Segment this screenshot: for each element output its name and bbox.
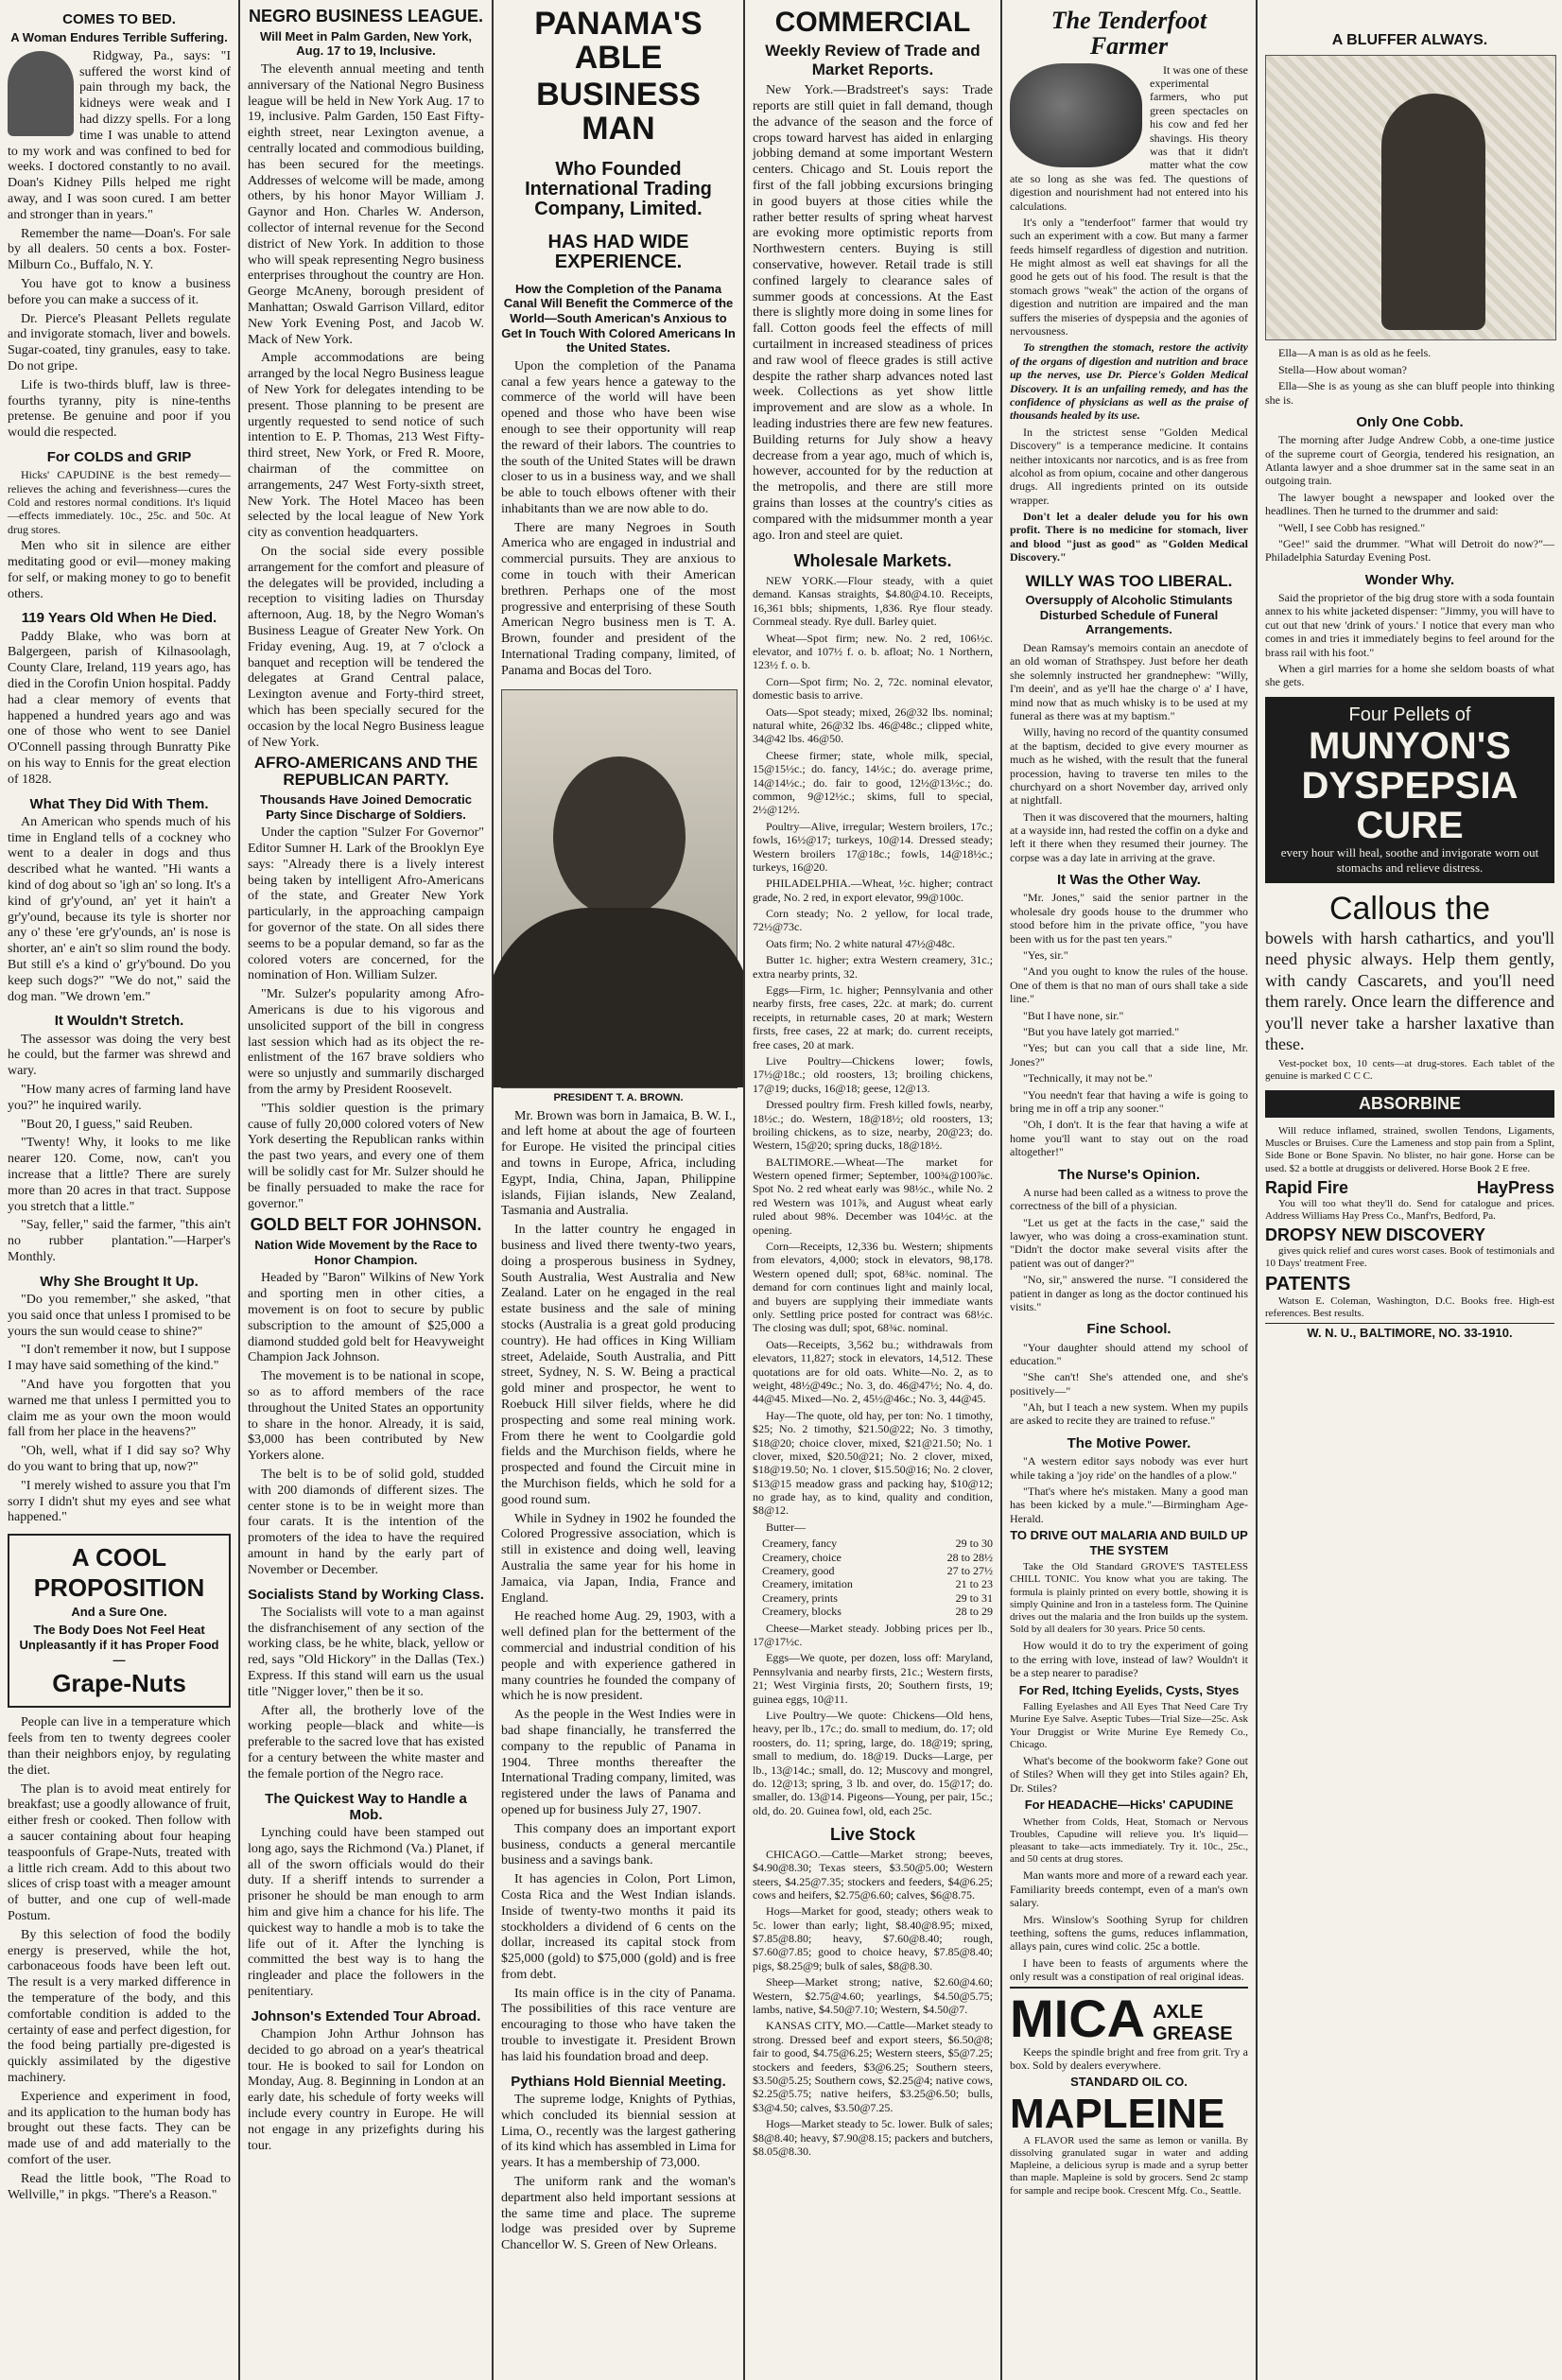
body-text: Under the caption "Sulzer For Governor" Editor Sumner H. Lark of the Brooklyn Eye says: "Already there is a lively interest being taken by intelligent Afro-Americans of the state, and Greater New York particularly, in the approaching campaign for governor of the state. On all sides there seems to be a popular demand, so far as the colored voters are concerned, for the nomination of Hon. William Sulzer. <box>248 825 484 983</box>
body-text: "Mr. Sulzer's popularity among Afro-Americans is due to his vigorous and unsolicited support of the bill in congress last session which had as its object the re-enlistment of the 167 brave soldiers who were so unjustly and summarily discharged from the army by President Roosevelt. <box>248 987 484 1097</box>
subheadline: Thousands Have Joined Democratic Party Since Discharge of Soldiers. <box>260 792 472 822</box>
subheadline: Will Meet in Palm Garden, New York, Aug. 17 to 19, Inclusive. <box>259 28 473 59</box>
ad-text: gives quick relief and cures worst cases. Book of testimonials and 10 Days' treatment Free. <box>1265 1245 1554 1270</box>
body-text: The morning after Judge Andrew Cobb, a one-time justice of the supreme court of Georgia, tendered his resignation, an Atlanta lawyer and a shoe drummer sat in the same seat in an outgoing train. <box>1265 433 1554 488</box>
body-text: Champion John Arthur Johnson has decided to go abroad on a year's theatrical tour. He is booked to sail for London on Monday, Aug. 8. Beginning in London at an early date, his schedule of forty weeks will include every country in Europe. He will not engage in any prizefights during his tour. <box>248 2027 484 2153</box>
body-text: Hogs—Market for good, steady; others weak to 5c. lower than early; light, $8.40@8.95; mixed, $7.85@8.80; heavy, $7.60@8.40; rough, $7.60@7.85; good to choice heavy, $7.85@8.40; pigs, $8.25@9; bulk of sales, $8@8.30. <box>753 1904 993 1972</box>
body-text: Willy, having no record of the quantity consumed at the baptism, decided to give every mourner as much as he wished, with the result that the funeral procession, having to traverse ten miles to the churchyard on a short November day, arrived only at nightfall. <box>1010 725 1249 808</box>
headline: What They Did With Them. <box>29 795 209 812</box>
row-label: Creamery, good <box>762 1564 835 1578</box>
body-text: NEW YORK.—Flour steady, with a quiet demand. Kansas straights, $4.80@4.10. Receipts, 16,361 bbls; shipments, 1,836. Rye flour steady. Cornmeal steady. Rye dull. Barley quiet. <box>753 574 993 629</box>
body-text: Live Poultry—Chickens lower; fowls, 17½@18c.; old roosters, 13; broiling chickens, 17@19; ducks, 16@18; geese, 12@13. <box>753 1053 993 1095</box>
body-text: Don't let a dealer delude you for his own profit. There is no medicine for stomach, liver and blood "just as good" as "Golden Medical Discovery." <box>1010 510 1248 565</box>
body-text: The uniform rank and the woman's department also held important sessions at the same time and place. The supreme lodge was presided over by Supreme Chancellor W. S. Green of New Orleans. <box>501 2174 736 2253</box>
body-text: Corn steady; No. 2 yellow, for local trade, 72½@73c. <box>753 907 993 934</box>
ad-text: bowels with harsh cathartics, and you'll need physic always. Help them gently, with candy Cascarets, and you'll need them rarely. Once learn the difference and you'll never take a harsher laxative than these. <box>1265 928 1554 1054</box>
body-text: "I merely wished to assure you that I'm sorry I didn't shut my eyes and see what happened." <box>8 1478 231 1525</box>
body-text: The Socialists will vote to a man against the disfranchisement of any section of the working class, be he white, black, yellow or red, says "Old Hickory" in the Dallas (Tex.) Express. If this stand will earn us the usual title "Nigger lover," then be it so. <box>248 1605 484 1699</box>
portrait-image <box>501 689 738 1088</box>
headline: NEGRO BUSINESS LEAGUE. <box>248 7 484 26</box>
ad-title: PATENTS <box>1265 1273 1351 1294</box>
footer-line: W. N. U., BALTIMORE, NO. 33-1910. <box>1265 1323 1554 1341</box>
column-6 <box>1258 0 1562 2380</box>
ad-text: Will reduce inflamed, strained, swollen Tendons, Ligaments, Muscles or Bruises. Cure the Lameness and stop pain from a Splint, Side Bone or Bone Spavin. No blister, no hair gone. Horse can be used. $2 a bottle at druggists or delivered. Horse Book 2 E free. <box>1265 1125 1554 1174</box>
headline: Only One Cobb. <box>1356 413 1464 430</box>
headline: Johnson's Extended Tour Abroad. <box>251 2007 481 2024</box>
headline: The Tenderfoot Farmer <box>1050 7 1207 61</box>
portrait-body <box>494 908 743 1087</box>
ad-brand: MAPLEINE <box>1010 2090 1225 2137</box>
ad-subtitle: The Body Does Not Feel Heat Unpleasantly if it has Proper Food— <box>19 1623 219 1667</box>
headline: COMMERCIAL <box>774 7 971 38</box>
body-text: Ella—She is as young as she can bluff people into thinking she is. <box>1265 379 1554 407</box>
ad-company: STANDARD OIL CO. <box>1070 2075 1188 2090</box>
table-row <box>762 1577 993 1590</box>
headline: Wonder Why. <box>1364 571 1455 588</box>
portrait-head <box>553 756 686 917</box>
body-text: Dean Ramsay's memoirs contain an anecdote of an old woman of Strathspey. Just before her death she solemnly instructed her grandnephew: "Willy, I'm deein', and as ye'll hae the charge o' a' I have, mind now that as much whisky is to be used at my funeral as there was at my baptism." <box>1010 640 1248 722</box>
body-text: As the people in the West Indies were in bad shape financially, he transferred the company to the republic of Panama in 1904. Three months thereafter the International Trading company, limited, was registered under the laws of Panama and opened up for business July 27, 1907. <box>501 1708 736 1817</box>
body-text: Hicks' CAPUDINE is the best remedy—relieves the aching and feverishness—cures the Cold and restores normal conditions. It's liquid—effects immediately. 10c., 25c. and 50c. At drug stores. <box>8 468 231 536</box>
body-text: Stella—How about woman? <box>1278 362 1407 376</box>
body-text: Cheese—Market steady. Jobbing prices per lb., 17@17½c. <box>753 1621 993 1648</box>
body-text: A nurse had been called as a witness to prove the correctness of the bill of a physician. <box>1010 1185 1248 1213</box>
ad-text: Take the Old Standard GROVE'S TASTELESS CHILL TONIC. You know what you are taking. The formula is plainly printed on every bottle, showing it is simply Quinine and Iron in a tasteless form. The Quinine drives out the malaria and the Iron builds up the system. Sold by all dealers for 30 years. Price 50 cents. <box>1010 1561 1248 1636</box>
body-text: Mrs. Winslow's Soothing Syrup for children teething, softens the gums, reduces inflammation, allays pain, cures wind colic. 25c a bottle. <box>1010 1912 1248 1954</box>
table-row <box>762 1591 993 1605</box>
body-text: The supreme lodge, Knights of Pythias, which concluded its biennial session at Lima, O., recently was the largest gathering of its kind which has assembled in Lima for years. It has a membership of 73,000. <box>501 2092 736 2171</box>
butter-price-table <box>762 1537 993 1618</box>
subheadline: Weekly Review of Trade and Market Reports. <box>765 41 981 78</box>
ad-brand: Grape-Nuts <box>52 1669 186 1698</box>
body-text: "This soldier question is the primary cause of fully 20,000 colored voters of New York deserting the Republican ranks within the past two years, and every one of them will be solidly cast for Mr. Sulzer should he be finally persuaded to make the race for governor." <box>248 1101 484 1211</box>
ad-line: Four Pellets of <box>1348 704 1471 725</box>
body-text: "Oh, well, what if I did say so? Why do you want to bring that up, now?" <box>8 1444 231 1475</box>
headline: For COLDS and GRIP <box>46 448 192 465</box>
body-text: "You needn't fear that having a wife is going to bring me in off a trip any sooner." <box>1010 1087 1248 1115</box>
body-text: In the latter country he engaged in business and lived there twenty-two years, doing a prosperous business in Sydney, South Australia, West Australia and New Zealand. Later on he engaged in the real estate business and the sale of mining stocks (Australia is a great gold producing country). He had offices in King William street, Adelaide, South Australia, and Pitt street, Sydney, N. S. W. Being a practical gold miner and prospector, he went to Roebuck Hill silver fields, where he did prospecting and some real mining work. From there he went to Coolgardie gold fields and the Murchison fields, where he prospected and found the Circuit mine in the Murchison fields, which he sold for a good round sum. <box>501 1223 736 1507</box>
headline: HAS HAD WIDE EXPERIENCE. <box>547 231 689 272</box>
body-text: "Yes, sir." <box>1023 948 1068 963</box>
headline: Wholesale Markets. <box>793 551 952 571</box>
headline: The Nurse's Opinion. <box>1057 1166 1201 1183</box>
body-text: "That's where he's mistaken. Many a good man has been kicked by a mule."—Birmingham Age-Herald. <box>1010 1484 1248 1525</box>
ad-text: You will too what they'll do. Send for catalogue and prices. Address Williams Hay Press Co., Manf'rs, Bedford, Pa. <box>1265 1197 1554 1223</box>
body-text: I have been to feasts of arguments where the only result was a constipation of real original ideas. <box>1010 1955 1248 1984</box>
body-text: It's only a "tenderfoot" farmer that would try such an experiment with a cow. But many a farmer feeds himself regardless of digestion and nutrition. He might almost as well eat shavings for all the good he gets out of his food. The result is that the stomach grows "weak" the action of the organs of digestion and nutrition are impaired and the man suffers the miseries of dyspepsia and the agonies of nervousness. <box>1010 215 1248 339</box>
column-4 <box>745 0 1000 2380</box>
body-text: PHILADELPHIA.—Wheat, ½c. higher; contract grade, No. 2 red, in export elevator, 99@100c. <box>753 877 993 904</box>
body-text: CHICAGO.—Cattle—Market strong; beeves, $4.90@8.30; Texas steers, $3.50@5.00; Western steers, $4.25@7.35; stockers and feeders, $4@6.25; cows and heifers, $2.75@6.60; calves, $6@8.75. <box>753 1847 993 1902</box>
subheadline: Oversupply of Alcoholic Stimulants Disturbed Schedule of Funeral Arrangements. <box>1025 593 1233 637</box>
cascarets-ad <box>1265 891 1554 1083</box>
table-row <box>762 1551 993 1564</box>
headline: WILLY WAS TOO LIBERAL. <box>1025 571 1233 590</box>
absorbine-ad <box>1265 1090 1554 1118</box>
body-text: Oats—Spot steady; mixed, 26@32 lbs. nominal; natural white, 26@32 lbs. 46@48c.; clipped white, 34@42 lbs. 46@50. <box>753 704 993 746</box>
body-text: "Oh, I don't. It is the fear that having a wife at home you'll want to stay out on the road altogether!" <box>1010 1118 1248 1159</box>
table-row <box>762 1537 993 1550</box>
ad-title: Rapid Fire <box>1265 1177 1349 1197</box>
body-text: Remember the name—Doan's. For sale by all dealers. 50 cents a box. Foster-Milburn Co., Buffalo, N. Y. <box>8 226 231 273</box>
haypress-ad <box>1265 1178 1554 1198</box>
body-text: Experience and experiment in food, and its application to the human body has brought out these facts. They can be made use of and add materially to the comfort of the user. <box>8 2089 231 2167</box>
body-text: Butter 1c. higher; extra Western creamery, 31c.; extra nearby prints, 32. <box>753 953 993 981</box>
body-text: "Bout 20, I guess," said Reuben. <box>21 1117 193 1132</box>
ad-brand: CURE <box>1356 804 1464 846</box>
body-text: On the social side every possible arrangement for the comfort and pleasure of the delegates will be provided, including a reception to visiting ladies on Thursday afternoon, Aug. 18, by the Negro Woman's Business League of Greater New York. On Friday evening, Aug. 19, at 7 o'clock a banquet and reception will be tendered the delegates at Grand Central palace, Lexington avenue and Forty-third street, which has been specially secured for the occasion by the local Negro Business league of New York. <box>248 544 484 750</box>
headline: It Wouldn't Stretch. <box>54 1013 184 1030</box>
body-text: "But you have lately got married." <box>1023 1025 1180 1038</box>
body-text: "Mr. Jones," said the senior partner in the wholesale dry goods house to the drummer who stood before him in the private office, "you have been with us for the past ten years." <box>1010 891 1248 946</box>
body-text: "Well, I see Cobb has resigned." <box>1278 520 1426 534</box>
body-text: Dressed poultry firm. Fresh killed fowls, nearby, 18½c.; do. Western, 18@18½; old roosters, 13; broiling chickens, as to size, nearby, 20@23; do. Western, 15@20; spring ducks, 18@18½. <box>753 1098 993 1153</box>
ad-brand: MICA <box>1010 1988 1146 2048</box>
body-text: To strengthen the stomach, restore the activity of the organs of digestion and nutrition and brace up the nerves, use Dr. Pierce's Golden Medical Discovery. It is an unfailing remedy, and has the confidence of physicians as well as the praise of thousands healed by its use. <box>1010 340 1248 423</box>
body-text: It has agencies in Colon, Port Limon, Costa Rica and the West Indian islands. Inside of twenty-two months it paid its stockholders a dividend of 6 cents on the dollar, increased its capital stock from $25,000 (gold) to $75,000 (gold) and is free from debt. <box>501 1872 736 1982</box>
body-text: "But I have none, sir." <box>1023 1008 1124 1022</box>
headline: BUSINESS MAN <box>536 77 701 148</box>
body-text: "Your daughter should attend my school of education." <box>1010 1340 1248 1367</box>
body-text: He reached home Aug. 29, 1903, with a well defined plan for the betterment of the commercial and industrial condition of his people and with experience gathered in many countries he founded the company of which he is now president. <box>501 1609 736 1704</box>
body-text: Oats—Receipts, 3,562 bu.; withdrawals from elevators, 11,827; stock in elevators, 14,512. These quotations are for old oats. White—No. 2, as to weight, 48½@49c.; No. 3, do. 46@47½; No. 4, do. 44@45. Mixed—No. 2, 45½@46c.; No. 3, 44@45. <box>753 1337 993 1406</box>
subheadline: Nation Wide Movement by the Race to Honor Champion. <box>254 1238 477 1267</box>
body-text: "And you ought to know the rules of the house. One of them is that no man of ours shall take a side line." <box>1010 964 1248 1006</box>
body-text: People can live in a temperature which feels from ten to twenty degrees cooler than their neighbors enjoy, by regulating the diet. <box>8 1715 231 1778</box>
body-text: "Ah, but I teach a new system. When my pupils are asked to recite they are trained to refuse." <box>1010 1400 1248 1428</box>
body-text: Live Poultry—We quote: Chickens—Old hens, heavy, per lb., 17c.; do. small to medium, do. 17; old roosters, do. 11; spring, large, do. 18@19; spring, small to medium, do. 18@19. Ducks—Large, per lb., 13@14c.; small, do. 12; Muscovy and mongrel, do. 12@13; spring, 3 lb. and over, do. 15@17; do. smaller, do. 13@14. Pigeons—Young, per pair, 15c.; old, do. 20. Guinea fowl, old, each 25c. <box>753 1708 993 1817</box>
body-text: You have got to know a business before you can make a success of it. <box>8 277 231 307</box>
body-text: The eleventh annual meeting and tenth anniversary of the National Negro Business league will be held in New York Aug. 17 to 19, inclusive. Palm Garden, 150 East Fifty-eighth street, near Lexington avenue, a centrally located and commodious building, has been secured for the meetings. Addresses of welcome will be made, among others, by his honor Mayor William J. Gaynor and Hon. Charles W. Anderson, collector of internal revenue for the Second district of New York. In addition to those who will speak representing Negro business enterprises throughout the country are Hon. George McAneny, borough president of Manhattan; Oswald Garrison Villard, editor New York Evening Post, and Jacob W. Mack of New York. <box>248 62 484 347</box>
body-text: Eggs—We quote, per dozen, loss off: Maryland, Pennsylvania and nearby firsts, 21c.; Western firsts, 21; West Virginia firsts, 20; Southern firsts, 19; guinea eggs, 10@11. <box>753 1651 993 1706</box>
body-text: Cheese firmer; state, whole milk, special, 15@15½c.; do. fancy, 14½c.; do. average prime, 14@14½c.; do. fair to good, 12½@13½c.; do. common, 9@12½c.; skims, full to special, 2½@12½. <box>753 748 993 817</box>
body-text: The movement is to be national in scope, so as to afford members of the race throughout the United States an opportunity to share in the honor. Already, it is said, $3,000 has been contributed by New Yorkers alone. <box>248 1369 484 1464</box>
body-text: After all, the brotherly love of the working people—black and white—is preferable to the sacred love that has existed for a century between the white master and the female portion of the Negro race. <box>248 1703 484 1781</box>
body-text: There are many Negroes in South America who are engaged in industrial and commercial pursuits. They are anxious to come in touch with their American brethren. Perhaps one of the most progressive and enterprising of these South American Negro business men is T. A. Brown, founder and president of the International Trading company, limited, of Panama and Bocas del Toro. <box>501 520 736 678</box>
table-row <box>762 1605 993 1618</box>
body-text: New York.—Bradstreet's says: Trade reports are still quiet in fall demand, though the advance of the season and the force of crops toward harvest has aided in enlarging jobbing demand at some important Western centers. Chicago and St. Louis report the first of the fall jobbing excursions bringing in good buyers at those cities while the rather better results of spring wheat harvest are evoking more optimistic reports from Northwestern centers. Buying is still conservative, however. Retail trade is still confined largely to clearance sales of summer goods at concessions. At the East there is slightly more doing in some lines for fall. Cotton goods feel the effects of mill curtailment in increased steadiness of prices and raw wool of fleece grades is still active despite the rather sharp advances noted last week. Collections as yet show little improvement and are slow as a whole. In leading industries there are few new features. Building returns for July show a heavy decrease from a year ago, much of which is, however, accounted for by the reduction at the metropolis, and there are still more grains than losses at the country's cities as compared with the midsummer month a year ago. Iron and steel are quiet. <box>753 83 993 543</box>
body-text: Man wants more and more of a reward each year. Familiarity breeds contempt, even of a man's own salary. <box>1010 1868 1248 1910</box>
ad-text: Vest-pocket box, 10 cents—at drug-stores. Each tablet of the genuine is marked C C C. <box>1265 1057 1554 1082</box>
lady-figure <box>1381 94 1485 330</box>
row-value: 28 to 29 <box>955 1605 993 1619</box>
body-text: Ella—A man is as old as he feels. <box>1278 346 1432 360</box>
portrait-icon <box>8 51 74 136</box>
body-text: "A western editor says nobody was ever hurt while taking a 'joy ride' on the handles of a plow." <box>1010 1454 1248 1482</box>
ad-brand: ABSORBINE <box>1358 1094 1461 1114</box>
body-text: "Twenty! Why, it looks to me like nearer 120. Come, now, can't you increase that a little? There are surely more than 20 acres in that tract. Suppose you stretch that a little." <box>8 1136 231 1214</box>
ad-text: every hour will heal, soothe and invigorate worn out stomachs and relieve distress. <box>1280 844 1539 875</box>
column-1 <box>0 0 238 2380</box>
headline: The Motive Power. <box>1067 1434 1191 1451</box>
body-text: Paddy Blake, who was born at Balgergeen, parish of Kilnasoolagh, County Clare, Ireland, 119 years ago, has died in the Corofin Union hospital. Paddy had a clear memory of events that happened a hundred years ago and was one of those who went to see Daniel O'Connell passing through Bunratty Pike on his way to Ennis for the great election of 1828. <box>8 629 231 787</box>
body-text: Eggs—Firm, 1c. higher; Pennsylvania and other nearby firsts, free cases, 22c. at mark; do. current receipts, in returnable cases, 20 at mark; Western firsts, free cases, 22 at mark; do. current receipts, free cases, 20 at mark. <box>753 983 993 1051</box>
body-text: Oats firm; No. 2 white natural 47½@48c. <box>766 936 956 950</box>
body-text: Butter— <box>766 1520 806 1534</box>
ad-text: Watson E. Coleman, Washington, D.C. Books free. High-est references. Best results. <box>1265 1294 1554 1319</box>
body-text: "Yes; but can you call that a side line, Mr. Jones?" <box>1010 1041 1248 1068</box>
row-value: 29 to 30 <box>955 1537 993 1551</box>
body-text: The lawyer bought a newspaper and looked over the headlines. Then he turned to the drummer and said: <box>1265 490 1554 518</box>
headline: Pythians Hold Biennial Meeting. <box>511 2073 726 2090</box>
headline: Fine School. <box>1086 1321 1172 1338</box>
body-text: When a girl marries for a home she seldom boasts of what she gets. <box>1265 661 1554 689</box>
body-text: In the strictest sense "Golden Medical Discovery" is a temperance medicine. It contains neither intoxicants nor narcotics, and is as free from alcohol as from opium, cocaine and other dangerous drugs. All ingredients printed on its outside wrapper. <box>1010 425 1248 507</box>
body-text: "Do you remember," she asked, "that you said once that unless I promised to be yours the sun would cease to shine?" <box>8 1293 231 1339</box>
row-label: Creamery, fancy <box>762 1537 838 1551</box>
row-value: 28 to 28½ <box>946 1550 993 1564</box>
body-text: Sheep—Market strong; native, $2.60@4.60; Western, $2.75@4.60; yearlings, $4.50@5.75; lambs, native, $4.50@7.10; Western, $4.50@7. <box>753 1975 993 2017</box>
body-text: By this selection of food the bodily energy is preserved, while the hot, carbonaceous foods have been left out. The result is a very marked difference in the temperature of the body, and this comfortable condition is added to the certainty of ease and perfect digestion, for the food being partially pre-digested is quickly assimilated by the digestive machinery. <box>8 1927 231 2085</box>
ad-title: PROPOSITION <box>33 1572 205 1602</box>
body-text: Lynching could have been stamped out long ago, says the Richmond (Va.) Planet, if all of the sworn officials would do their duty. If a sheriff intends to surrender a prisoner he should be man enough to arm him and give him a chance for his life. The quickest way to handle a mob is to take the life out of it. After the lynching is committed the best way is to hang the ringleader and place the followers in the penitentiary. <box>248 1826 484 2000</box>
column-2 <box>240 0 492 2380</box>
headline: AFRO-AMERICANS AND THE REPUBLICAN PARTY. <box>253 754 478 790</box>
body-text: "Technically, it may not be." <box>1023 1071 1153 1086</box>
body-text: Hay—The quote, old hay, per ton: No. 1 timothy, $25; No. 2 timothy, $21.50@22; No. 3 timothy, $18@20; choice clover, mixed, $21@21.50; No. 1 clover, mixed, $20.50@21; No. 2 clover, mixed, $18@19.50; No. 1 clover, $15.50@16; No. 2 clover, $13@15 meadow grass and packing hay, $10@12; no grade hay, as to kind, quality and condition, $8@12. <box>753 1408 993 1518</box>
headline: The Quickest Way to Handle a Mob. <box>265 1790 467 1823</box>
row-value: 27 to 27½ <box>946 1564 993 1578</box>
headline: Socialists Stand by Working Class. <box>248 1586 484 1603</box>
row-value: 29 to 31 <box>955 1590 993 1605</box>
headline: It Was the Other Way. <box>1057 872 1201 889</box>
body-text: "She can't! She's attended one, and she's positively—" <box>1010 1370 1248 1398</box>
ad-subtitle: And a Sure One. <box>71 1604 167 1619</box>
body-text: BALTIMORE.—Wheat—The market for Western opened firmer; September, 100¾@100⅞c. Spot No. 2 red wheat early was 98½c., while No. 2 red Western was 101⅞, and August wheat early ruled about 98%. December was 104½c. at the opening. <box>753 1155 993 1237</box>
ad-text: Whether from Colds, Heat, Stomach or Nervous Troubles, Capudine will relieve you. It's liquid—pleasant to take—acts immediately. Try it. 10c., 25c., and 50 cents at drug stores. <box>1010 1815 1248 1866</box>
body-text: "And have you forgotten that you warned me that unless I permitted you to claim me as your own the moon would fall from her place in the heavens?" <box>8 1378 231 1440</box>
body-text: The belt is to be of solid gold, studded with 200 diamonds of different sizes. The center stone is to be in weight more than four carats. It is the intention of the promoters of the idea to have the required amount in hand by the early part of November or December. <box>248 1467 484 1577</box>
body-text: Said the proprietor of the big drug store with a soda fountain annex to his white jacketed dispenser: "Jimmy, you will have to cut out that new 'drink of yours.' I notice that every man who comes in and tries it immediately begins to feel around for the brass rail with his foot." <box>1265 590 1554 659</box>
ad-brand: DYSPEPSIA <box>1301 764 1519 807</box>
body-text: Corn—Receipts, 12,336 bu. Western; shipments from elevators, 4,000; stock in elevators, 98,178. Western opened dull; spot, 68¾c. nominal. The demand for corn continues light and mainly local, and buyers are supplying their immediate wants only. Settling price posted for contract was 68½c. The closing was dull; spot, 68¾c. nominal. <box>753 1240 993 1335</box>
body-text: "No, sir," answered the nurse. "I considered the patient in danger as long as the doctor continued his visits." <box>1010 1273 1248 1313</box>
cow-illustration <box>1010 63 1142 167</box>
body-text: How would it do to try the experiment of going to the erring with love, instead of law? Wouldn't it be a step nearer to paradise? <box>1010 1639 1248 1680</box>
ad-text: Keeps the spindle bright and free from grit. Try a box. Sold by dealers everywhere. <box>1010 2044 1248 2072</box>
ad-brand: MUNYON'S <box>1309 724 1511 767</box>
headline: GOLD BELT FOR JOHNSON. <box>250 1215 482 1235</box>
headline: A BLUFFER ALWAYS. <box>1331 32 1488 48</box>
body-text: Life is two-thirds bluff, law is three-fourths tyranny, pity is nine-tenths pretense. Be genuine and poor if you would die respected. <box>8 377 231 441</box>
headline: 119 Years Old When He Died. <box>21 610 217 627</box>
body-text: Read the little book, "The Road to Wellville," in pkgs. "There's a Reason." <box>8 2171 231 2202</box>
body-text: Men who sit in silence are either meditating good or evil—money making for self, or making money to go to benefit others. <box>8 539 231 601</box>
row-label: Creamery, blocks <box>762 1605 842 1619</box>
grape-nuts-ad <box>8 1534 231 1708</box>
body-text: Hogs—Market steady to 5c. lower. Bulk of sales; $8@8.40; heavy, $7.90@8.15; packers and butchers, $8.05@8.30. <box>753 2117 993 2158</box>
body-text: An American who spends much of his time in England tells of a cockney who went to a dealer in dogs and thus described what he wanted. "Hi wants a kind of dog about so 'igh an' so long. It's a kind of gr'y'ound, an' yet it hain't a gr'y'ound, because its tyle is shorter nor any o' these 'ere gr'y'ounds, an' is nose is shorter, an' e ain't so slim round the body. But still e's a kind o' gr'y'bound. Do you keep such dogs?" "We do not," said the dog man. "We drown 'em." <box>8 814 231 1004</box>
body-text: While in Sydney in 1902 he founded the Colored Progressive association, which is still in existence and doing well, leaving Australia the same year for his home in Jamaica, via Japan, India, France and England. <box>501 1511 736 1606</box>
ad-title: AXLE GREASE <box>1153 2001 1233 2044</box>
body-text: Then it was discovered that the mourners, halting at a wayside inn, had rested the coffin on a dyke and left it there when they resumed their journey. The corpse was a day late in arriving at the grave. <box>1010 809 1248 864</box>
body-text: "Say, feller," said the farmer, "this ain't no rubber plantation."—Harper's Monthly. <box>8 1218 231 1264</box>
headline: PANAMA'S ABLE <box>534 6 703 76</box>
headline: COMES TO BED. <box>62 11 176 27</box>
headline: Live Stock <box>829 1825 916 1845</box>
ad-headline: For Red, Itching Eyelids, Cysts, Styes <box>1018 1682 1240 1697</box>
body-text: Dr. Pierce's Pleasant Pellets regulate and invigorate stomach, liver and bowels. Sugar-coated, tiny granules, easy to take. Do not gripe. <box>8 311 231 374</box>
ad-title: DROPSY NEW DISCOVERY <box>1265 1225 1486 1245</box>
lady-illustration <box>1265 55 1556 340</box>
body-text: This company does an important export business, conducts a general mercantile business and a savings bank. <box>501 1821 736 1868</box>
ad-title: HayPress <box>1476 1177 1554 1197</box>
row-value: 21 to 23 <box>955 1577 993 1591</box>
table-row <box>762 1564 993 1577</box>
row-label: Creamery, prints <box>762 1590 838 1605</box>
mica-ad <box>1010 1987 1248 2198</box>
munyon-ad <box>1265 697 1554 883</box>
body-text: Its main office is in the city of Panama. The possibilities of this race venture are encouraging to those who have taken the trouble to investigate it. President Brown has laid his foundation broad and deep. <box>501 1986 736 2064</box>
ad-title: Callous the <box>1328 890 1491 927</box>
body-text: Ample accommodations are being arranged by the local Negro Business league of New York for delegates intending to be present. Those planning to be present are urgently requested to send notice of such intention to E. P. Thomas, 213 West Fifty-third street, New York, or Fred R. Moore, chairman of the committee on arrangements, 247 West Forty-sixth street, New York. The Hotel Maceo has been selected by the local league of New York city as convention headquarters. <box>248 351 484 541</box>
ad-title: A COOL <box>71 1543 167 1572</box>
ad-text: A FLAVOR used the same as lemon or vanilla. By dissolving granulated sugar in water and adding Mapleine, a delicious syrup is made and a syrup better than maple. Mapleine is sold by grocers. Send 2c stamp for sample and recipe book. Crescent Mfg. Co., Seattle. <box>1010 2134 1248 2197</box>
column-5 <box>1002 0 1256 2380</box>
body-text: The assessor was doing the very best he could, but the farmer was shrewd and wary. <box>8 1032 231 1079</box>
body-text: "I don't remember it now, but I suppose I may have said something of the kind." <box>8 1343 231 1374</box>
ad-headline: TO DRIVE OUT MALARIA AND BUILD UP THE SYSTEM <box>1010 1528 1248 1557</box>
body-text: Headed by "Baron" Wilkins of New York and sporting men in other cities, a movement is on foot to secure by public subscription to the amount of $25,000 a diamond studded gold belt for Heavyweight Champion Jack Johnson. <box>248 1271 484 1365</box>
row-label: Creamery, choice <box>762 1550 842 1564</box>
column-3 <box>494 0 743 2380</box>
row-label: Creamery, imitation <box>762 1577 853 1591</box>
body-text: Poultry—Alive, irregular; Western broilers, 17c.; fowls, 16½@17; turkeys, 10@14. Dressed steady; Western broilers 17@18c.; fowls, 14@18½c.; turkeys, 16@20. <box>753 819 993 874</box>
headline: Why She Brought It Up. <box>40 1273 199 1290</box>
body-text: It was one of these experimental farmers, who put green spectacles on his cow and fed her shavings. His theory was that it didn't matter what the cow ate so long as she was fed. The questions of digestion and nourishment had not entered into his calculations. <box>1010 62 1248 213</box>
body-text: Wheat—Spot firm; new. No. 2 red, 106½c. elevator, and 107½ f. o. b. afloat; No. 1 Northern, 123½ f. o. b. <box>753 631 993 672</box>
subheadline: A Woman Endures Terrible Suffering. <box>10 30 228 45</box>
body-text: What's become of the bookworm fake? Gone out of Stiles? When will they get into Stiles again? Eh, Dr. Stiles? <box>1010 1753 1248 1795</box>
ad-text: Falling Eyelashes and All Eyes That Need Care Try Murine Eye Salve. Aseptic Tubes—Trial Size—25c. Ask Your Druggist or Write Murine Eye Remedy Co., Chicago. <box>1010 1701 1248 1750</box>
image-caption: PRESIDENT T. A. BROWN. <box>553 1091 684 1103</box>
ad-headline: For HEADACHE—Hicks' CAPUDINE <box>1024 1798 1234 1813</box>
body-text: "How many acres of farming land have you?" he inquired warily. <box>8 1083 231 1113</box>
body-text: The plan is to avoid meat entirely for breakfast; use a goodly allowance of fruit, either fresh or cooked. Then follow with a saucer containing about four heaping teaspoonfuls of Grape-Nuts, treated with a little rich cream. Add to this about two slices of crisp toast with a meager amount of butter, and one cup of well-made Postum. <box>8 1781 231 1924</box>
body-text: "Gee!" said the drummer. "What will Detroit do now?"—Philadelphia Saturday Evening Post. <box>1265 536 1554 565</box>
body-text: KANSAS CITY, MO.—Cattle—Market steady to strong. Dressed beef and export steers, $6.50@8; fair to good, $4.75@6.25; Western steers, $5@7.25; stockers and feeders, $3@6.25; Southern steers, $3.50@5.25; Southern cows, $2.25@4; native cows, $2.25@5.75; native heifers, $3.25@6.50; bulls, $3@4.50; calves, $3.50@7.25. <box>753 2019 993 2114</box>
body-text: Upon the completion of the Panama canal a few years hence a gateway to the commerce of the world will have been opened and those who have been wise enough to see their opportunity will reap the reward of their labors. The countries to the south of the United States will be drawn closer to us in a business way, and we shall be able to touch elbows oftener with their inhabitants than we are now able to do. <box>501 358 736 516</box>
headline: Who Founded International Trading Company, Limited. <box>525 158 712 219</box>
body-text: "Let us get at the facts in the case," said the lawyer, who was doing a cross-examination stunt. "Didn't the doctor make several visits after the patient was out of danger?" <box>1010 1215 1248 1270</box>
subheadline: How the Completion of the Panama Canal Will Benefit the Commerce of the World—South American's Anxious to Get In Touch With Colored Americans In the United States. <box>501 281 736 356</box>
body-text: Ridgway, Pa., says: "I suffered the worst kind of pain through my back, the kidneys were weak and I had dizzy spells. For a long time I was unable to attend to my work and was confined to bed for weeks. I doctored constantly to no avail. Doan's Kidney Pills helped me right away, and I was soon cured. I am better and stronger than in years." <box>8 48 231 222</box>
body-text: Corn—Spot firm; No. 2, 72c. nominal elevator, domestic basis to arrive. <box>753 674 993 703</box>
body-text: Mr. Brown was born in Jamaica, B. W. I., and left home at about the age of fourteen for Europe. He visited the principal cities and towns in Europe, Africa, including Egypt, India, China, Japan, Philippine islands, Fijian islands, New Zealand, Tasmania and Australia. <box>501 1108 736 1219</box>
